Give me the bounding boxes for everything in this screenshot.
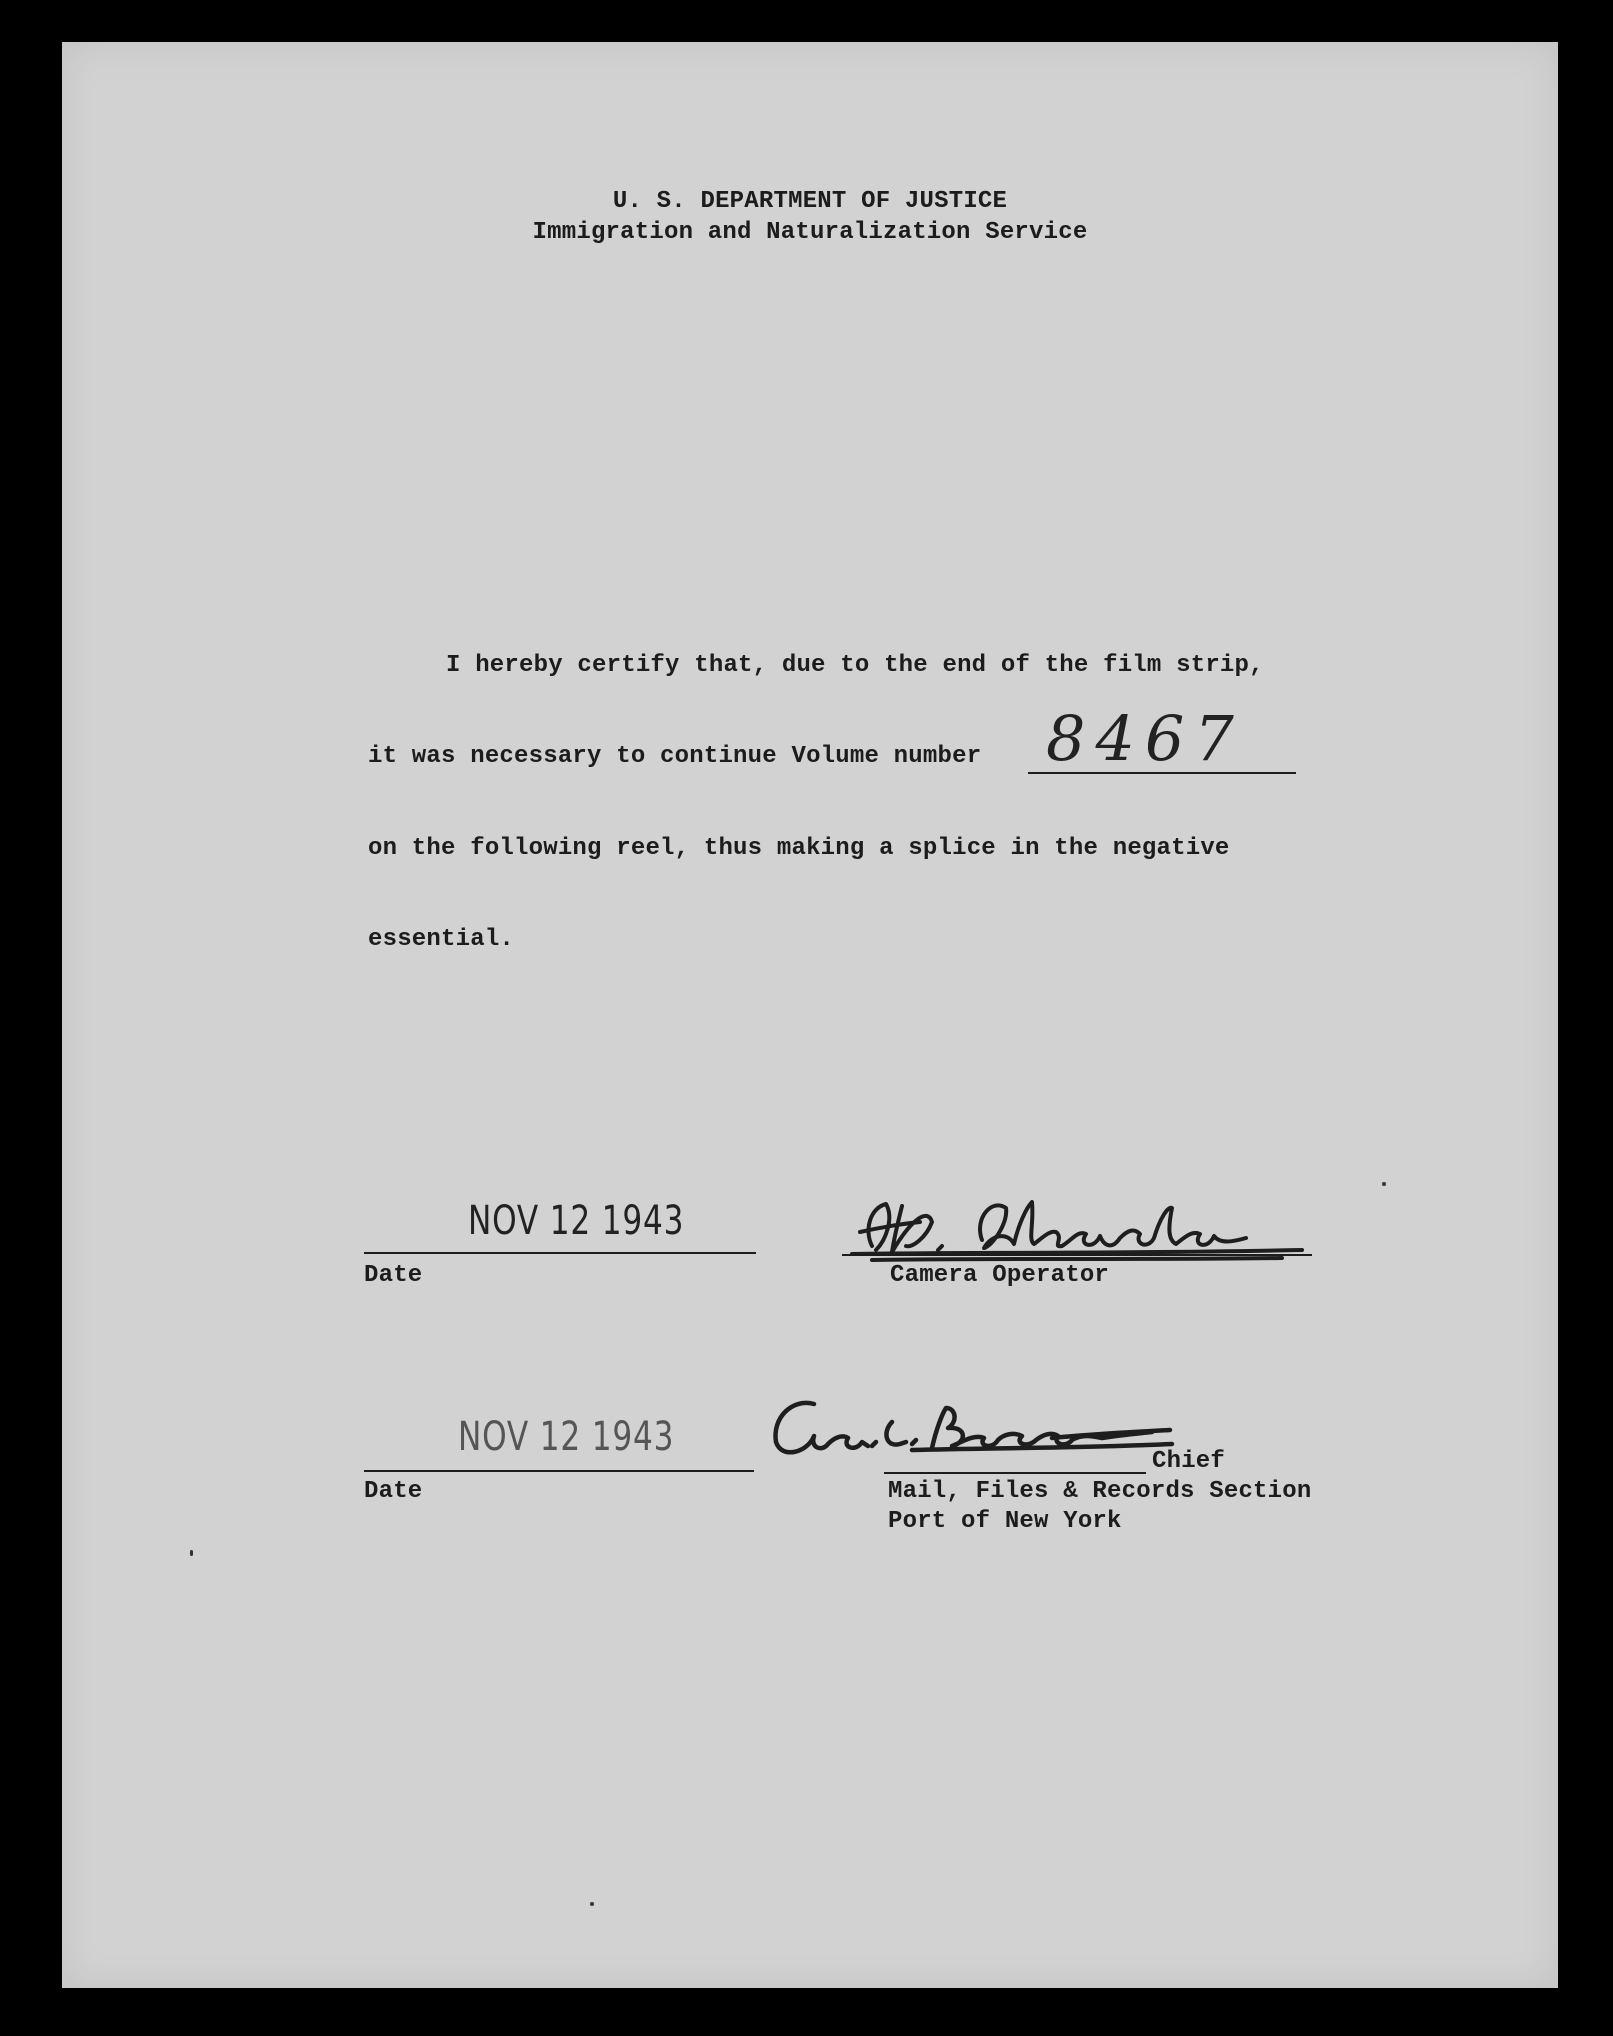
chief-title: Chief xyxy=(1152,1448,1226,1475)
chief-location-line: Port of New York xyxy=(888,1508,1122,1535)
volume-number-handwritten: 8467 xyxy=(1046,702,1244,775)
header-department: U. S. DEPARTMENT OF JUSTICE xyxy=(612,188,1008,215)
scan-speck xyxy=(1382,1182,1386,1186)
chief-signature xyxy=(752,1382,1192,1472)
signature-rule-camera xyxy=(842,1254,1312,1256)
date-label-camera: Date xyxy=(364,1262,423,1289)
scan-speck xyxy=(590,1902,594,1906)
volume-number-rule xyxy=(1028,772,1296,774)
camera-operator-label: Camera Operator xyxy=(890,1262,1110,1289)
date-stamp-camera: NOV 12 1943 xyxy=(468,1198,685,1244)
body-line-1: I hereby certify that, due to the end of the film strip, xyxy=(446,652,1264,679)
date-rule-chief xyxy=(364,1470,754,1472)
document-page xyxy=(62,42,1558,1988)
signature-rule-chief xyxy=(884,1472,1146,1474)
header-service: Immigration and Naturalization Service xyxy=(532,219,1088,246)
camera-signature-text: H. Alexander xyxy=(842,1188,850,1189)
chief-signature-text: Geo. C. Baesner xyxy=(752,1382,762,1383)
body-line-3: on the following reel, thus making a splice in the negative xyxy=(368,835,1230,862)
date-label-chief: Date xyxy=(364,1478,423,1505)
scan-speck xyxy=(190,1550,193,1556)
date-stamp-chief: NOV 12 1943 xyxy=(458,1414,675,1460)
body-line-2: it was necessary to continue Volume number xyxy=(368,743,982,770)
body-line-4: essential. xyxy=(368,926,515,953)
camera-operator-signature xyxy=(842,1188,1312,1268)
date-rule-camera xyxy=(364,1252,756,1254)
chief-department-line: Mail, Files & Records Section xyxy=(888,1478,1312,1505)
